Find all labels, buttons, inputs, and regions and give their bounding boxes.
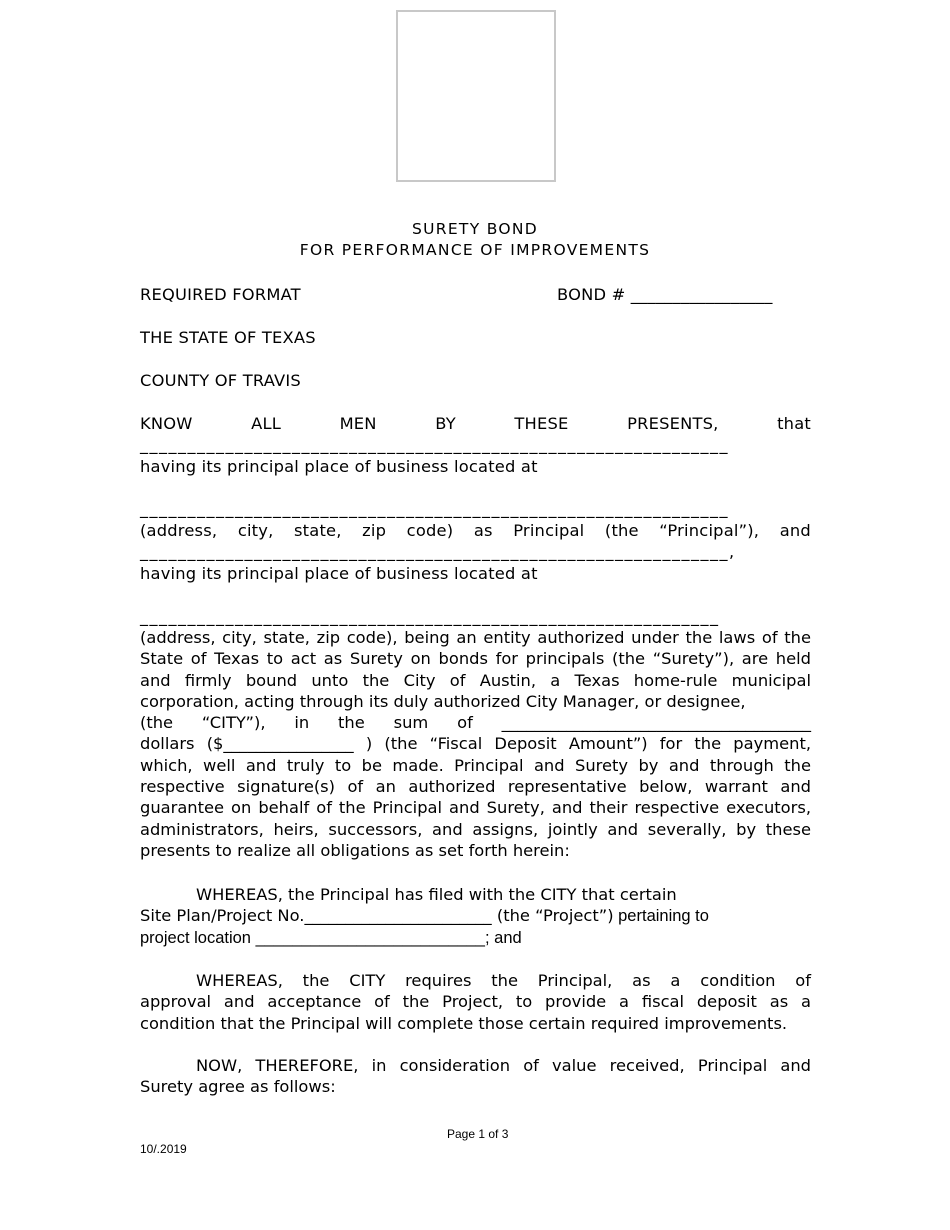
paragraph-line: corporation, acting through its duly authorized City Manager, or designee,	[140, 691, 746, 711]
sum-line: (the “CITY”), in the sum of ______________________________________	[140, 713, 811, 733]
paragraph-line: presents to realize all obligations as set forth herein:	[140, 840, 570, 860]
word: Principal	[513, 521, 585, 540]
document-title: SURETY BOND	[411, 220, 538, 238]
principal-name-blank: ______________________________________________________________	[140, 435, 729, 454]
word: zip	[362, 521, 387, 540]
paragraph-line: and firmly bound unto the City of Austin, a Texas home-rule municipal	[140, 670, 811, 690]
paragraph-line: approval and acceptance of the Project, to provide a fiscal deposit as a	[140, 992, 811, 1012]
word: and	[779, 521, 811, 540]
word: (the	[604, 521, 639, 540]
bond-number-field: BOND # _________________	[557, 285, 773, 304]
word: “Principal”),	[659, 521, 760, 540]
paragraph-line: guarantee on behalf of the Principal and Surety, and their respective executors,	[140, 798, 811, 818]
paragraph-line	[140, 905, 811, 927]
word: PRESENTS,	[627, 414, 719, 433]
word: MEN	[339, 414, 377, 433]
whereas-condition-paragraph	[140, 970, 811, 1034]
word: THESE	[514, 414, 569, 433]
page-number: Page 1 of 3	[447, 1127, 509, 1141]
state-line: THE STATE OF TEXAS	[140, 328, 316, 347]
surety-address-blank: _____________________________________________________________	[140, 607, 720, 626]
document-subtitle: FOR PERFORMANCE OF IMPROVEMENTS	[299, 241, 651, 259]
word: state,	[294, 521, 342, 540]
surety-place-label: having its principal place of business located at	[140, 564, 538, 583]
project-number-field: Site Plan/Project No._______________________ (the “Project”)	[140, 906, 614, 926]
know-all-line	[140, 413, 811, 434]
surety-name-blank: ______________________________________________________________,	[140, 542, 736, 561]
now-therefore-paragraph	[140, 1055, 811, 1098]
whereas-project-paragraph	[140, 884, 811, 949]
paragraph-line: which, well and truly to be made. Principal and Surety by and through the	[140, 755, 811, 775]
word: KNOW	[140, 414, 193, 433]
principal-place-label: having its principal place of business located at	[140, 457, 538, 476]
word: city,	[237, 521, 274, 540]
paragraph-line: (address, city, state, zip code), being an entity authorized under the laws of the	[140, 628, 811, 647]
meta-row	[140, 284, 811, 305]
revision-date: 10/.2019	[140, 1142, 187, 1156]
word: code)	[406, 521, 454, 540]
word: (address,	[140, 521, 218, 540]
paragraph-line: WHEREAS, the Principal has filed with the CITY that certain	[196, 885, 677, 904]
principal-address-blank: ______________________________________________________________	[140, 499, 729, 518]
address-principal-line	[140, 520, 811, 541]
paragraph-text: pertaining to	[613, 907, 709, 926]
paragraph-line: administrators, heirs, successors, and assigns, jointly and severally, by these	[140, 819, 811, 839]
paragraph-line: respective signature(s) of an authorized representative below, warrant and	[140, 777, 811, 797]
word: as	[473, 521, 493, 540]
paragraph-line: Surety agree as follows:	[140, 1077, 336, 1097]
paragraph-line: condition that the Principal will complete those certain required improvements.	[140, 1013, 788, 1033]
seal-placeholder	[396, 10, 556, 182]
surety-paragraph	[140, 627, 811, 861]
paragraph-line: NOW, THEREFORE, in consideration of value received, Principal and	[196, 1056, 811, 1075]
project-location-field: project location _________________________; and	[140, 928, 522, 947]
word: ALL	[251, 414, 282, 433]
required-format-label: REQUIRED FORMAT	[140, 285, 301, 304]
paragraph-line: State of Texas to act as Surety on bonds for principals (the “Surety”), are held	[140, 649, 811, 669]
county-line: COUNTY OF TRAVIS	[140, 371, 301, 390]
word: that	[777, 414, 811, 433]
paragraph-line: dollars ($________________ ) (the “Fiscal Deposit Amount”) for the payment,	[140, 734, 811, 754]
paragraph-line: WHEREAS, the CITY requires the Principal, as a condition of	[196, 971, 811, 990]
word: BY	[435, 414, 456, 433]
